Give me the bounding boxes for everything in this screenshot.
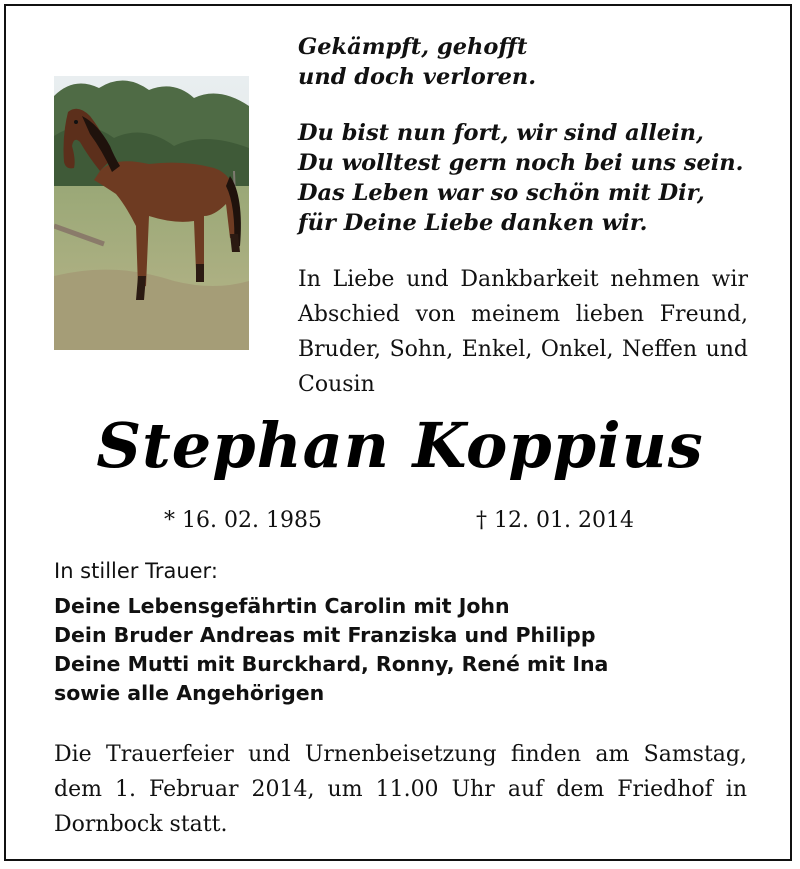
horse-photo-graphic [54, 76, 249, 350]
death-date: † 12. 01. 2014 [476, 508, 634, 533]
poem-line: Gekämpft, gehofft [298, 34, 528, 60]
poem-stanza-1 [298, 32, 778, 92]
farewell-text: In Liebe und Dankbarkeit nehmen wir Abschied von meinem lieben Freund, Bruder, Sohn, Enkel, Onkel, Neffen und Cousin [298, 267, 748, 397]
mourners-list [54, 592, 754, 708]
mourning-label: In stiller Trauer: [54, 559, 218, 583]
mourner-line: sowie alle Angehörigen [54, 681, 325, 705]
mourner-line: Deine Lebensgefährtin Carolin mit John [54, 594, 510, 618]
ceremony-text: Die Trauerfeier und Urnenbeisetzung finden am Samstag, dem 1. Februar 2014, um 11.00 Uhr auf dem Friedhof in Dornbock statt. [54, 742, 747, 837]
poem-stanza-2 [298, 118, 778, 238]
poem-line: Du bist nun fort, wir sind allein, [298, 120, 704, 146]
poem-line: Du wolltest gern noch bei uns sein. [298, 150, 744, 176]
mourner-line: Deine Mutti mit Burckhard, Ronny, René mit Ina [54, 652, 609, 676]
poem-line: für Deine Liebe danken wir. [298, 210, 648, 236]
poem-line: Das Leben war so schön mit Dir, [298, 180, 705, 206]
deceased-name: Stephan Koppius [96, 409, 704, 482]
poem-line: und doch verloren. [298, 64, 537, 90]
mourner-line: Dein Bruder Andreas mit Franziska und Philipp [54, 623, 596, 647]
horse-photo [54, 76, 249, 350]
birth-date: * 16. 02. 1985 [164, 508, 322, 533]
